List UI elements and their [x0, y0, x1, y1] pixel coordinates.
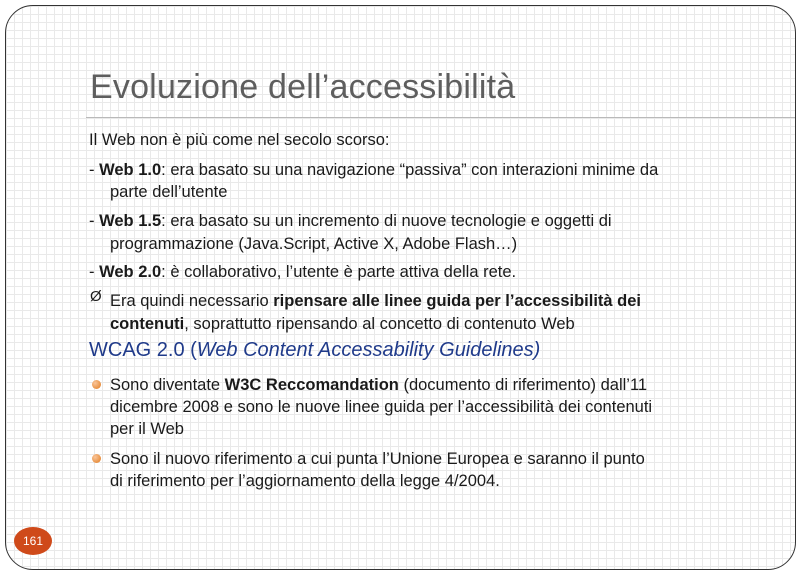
bullet-1-line-1	[110, 375, 647, 395]
conclusion-bold-1: ripensare alle linee guida per l’accessibilità dei	[273, 292, 642, 310]
orange-bullet-icon	[92, 454, 101, 463]
intro-text: Il Web non è più come nel secolo scorso:	[89, 131, 390, 149]
web10-continuation: parte dell’utente	[110, 183, 228, 201]
wcag-heading-italic: Web Content Accessability Guidelines)	[196, 339, 541, 361]
bullet-2-line-2: di riferimento per l’aggiornamento della legge 4/2004.	[110, 472, 500, 490]
bullet-1-line-3: per il Web	[110, 420, 184, 438]
slide-title: Evoluzione dell’accessibilità	[90, 68, 516, 106]
conclusion-line-2	[110, 314, 575, 334]
wcag-heading-text: WCAG 2.0 (	[89, 339, 197, 361]
web10-prefix: -	[89, 161, 100, 179]
web15-label: Web 1.5	[99, 212, 162, 230]
web15-prefix: -	[89, 212, 100, 230]
conclusion-line-1	[110, 291, 641, 311]
web10-label: Web 1.0	[99, 161, 162, 179]
web20-line	[89, 262, 516, 282]
orange-bullet-icon	[92, 380, 101, 389]
web20-label: Web 2.0	[99, 263, 162, 281]
conclusion-text-1: Era quindi necessario	[110, 292, 274, 310]
wcag-heading	[89, 339, 540, 362]
web10-text: : era basato su una navigazione “passiva” con interazioni minime da	[161, 161, 659, 179]
page-number-badge: 161	[14, 527, 52, 555]
bullet-1-bold: W3C Reccomandation	[224, 376, 399, 394]
bullet-1-line-2: dicembre 2008 e sono le nuove linee guida per l’accessibilità dei contenuti	[110, 398, 653, 416]
web15-continuation: programmazione (Java.Script, Active X, Adobe Flash…)	[110, 235, 518, 253]
bullet-2-line-1: Sono il nuovo riferimento a cui punta l’Unione Europea e saranno il punto	[110, 450, 645, 468]
bullet-1-post: (documento di riferimento) dall’11	[398, 376, 648, 394]
title-underline	[86, 117, 796, 118]
arrow-bullet-icon: Ø	[90, 288, 102, 305]
web15-text: : era basato su un incremento di nuove tecnologie e oggetti di	[161, 212, 612, 230]
web10-line	[89, 160, 658, 180]
conclusion-bold-2: contenuti	[110, 315, 185, 333]
web15-line	[89, 211, 612, 231]
web20-text: : è collaborativo, l’utente è parte attiva della rete.	[161, 263, 517, 281]
bullet-1-pre: Sono diventate	[110, 376, 225, 394]
conclusion-text-2: , soprattutto ripensando al concetto di contenuto Web	[184, 315, 575, 333]
web20-prefix: -	[89, 263, 100, 281]
slide	[5, 5, 796, 570]
